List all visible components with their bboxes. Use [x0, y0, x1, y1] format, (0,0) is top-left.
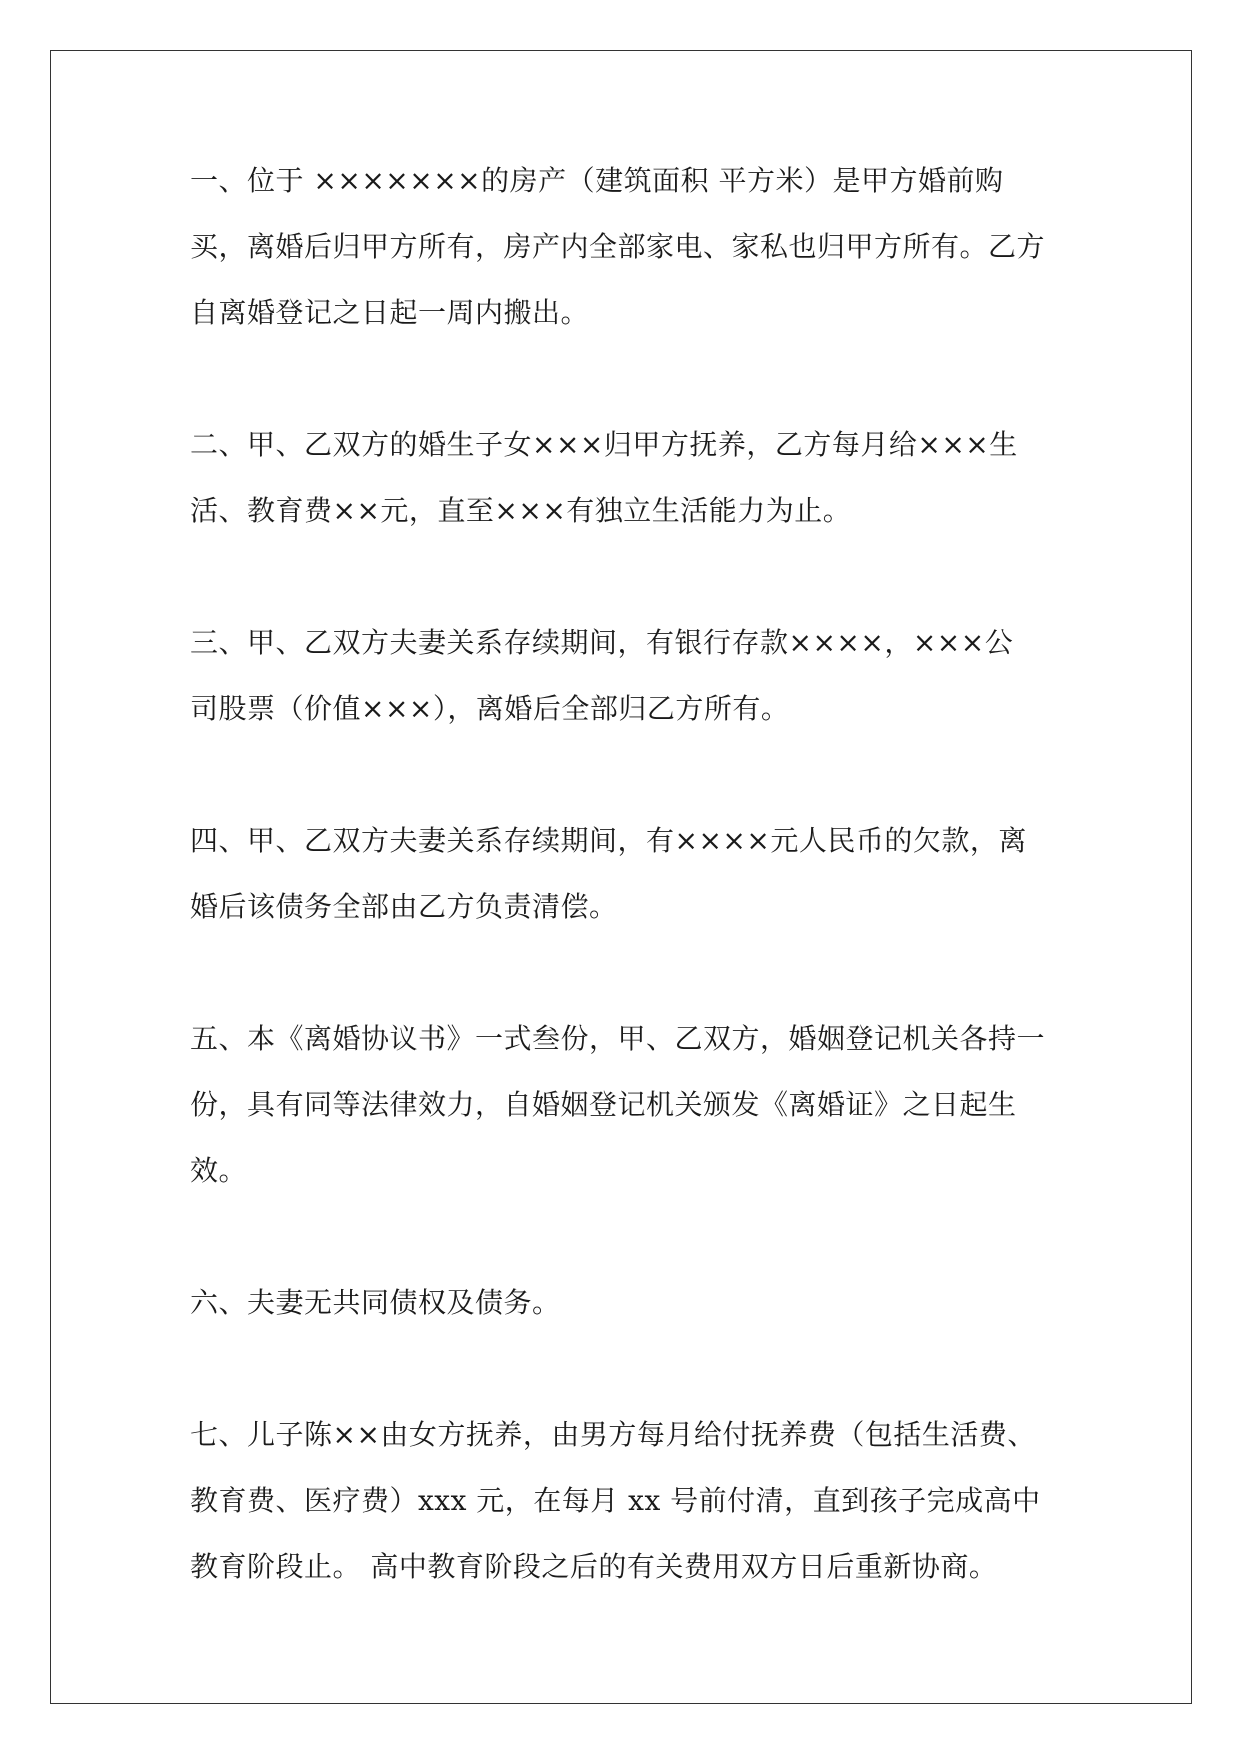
clause-line: 七、儿子陈××由女方抚养，由男方每月给付抚养费（包括生活费、	[190, 1418, 1036, 1451]
clause-2	[190, 412, 1070, 544]
clause-line: 买，离婚后归甲方所有，房产内全部家电、家私也归甲方所有。乙方	[190, 230, 1046, 263]
clause-4	[190, 808, 1070, 940]
clause-line: 自离婚登记之日起一周内搬出。	[190, 296, 590, 329]
clause-line: 三、甲、乙双方夫妻关系存续期间，有银行存款××××，×××公	[190, 626, 1014, 659]
clause-line: 教育费、医疗费）xxx 元，在每月 xx 号前付清，直到孩子完成高中	[190, 1484, 1041, 1517]
document-body	[190, 148, 1070, 1600]
clause-line: 婚后该债务全部由乙方负责清偿。	[190, 890, 618, 923]
clause-line: 一、位于 ×××××××的房产（建筑面积 平方米）是甲方婚前购	[190, 164, 1004, 197]
clause-line: 份，具有同等法律效力，自婚姻登记机关颁发《离婚证》之日起生效。	[190, 1088, 1017, 1187]
clause-1	[190, 148, 1070, 346]
clause-line: 活、教育费××元，直至×××有独立生活能力为止。	[190, 494, 852, 527]
clause-5	[190, 1006, 1070, 1204]
clause-line: 教育阶段止。 高中教育阶段之后的有关费用双方日后重新协商。	[190, 1550, 998, 1583]
clause-7	[190, 1402, 1070, 1600]
clause-line: 四、甲、乙双方夫妻关系存续期间，有××××元人民币的欠款，离	[190, 824, 1027, 857]
clause-6	[190, 1270, 1070, 1336]
clause-line: 六、夫妻无共同债权及债务。	[190, 1286, 561, 1319]
clause-line: 司股票（价值×××），离婚后全部归乙方所有。	[190, 692, 790, 725]
clause-line: 五、本《离婚协议书》一式叁份，甲、乙双方，婚姻登记机关各持一	[190, 1022, 1046, 1055]
clause-line: 二、甲、乙双方的婚生子女×××归甲方抚养，乙方每月给×××生	[190, 428, 1018, 461]
clause-3	[190, 610, 1070, 742]
